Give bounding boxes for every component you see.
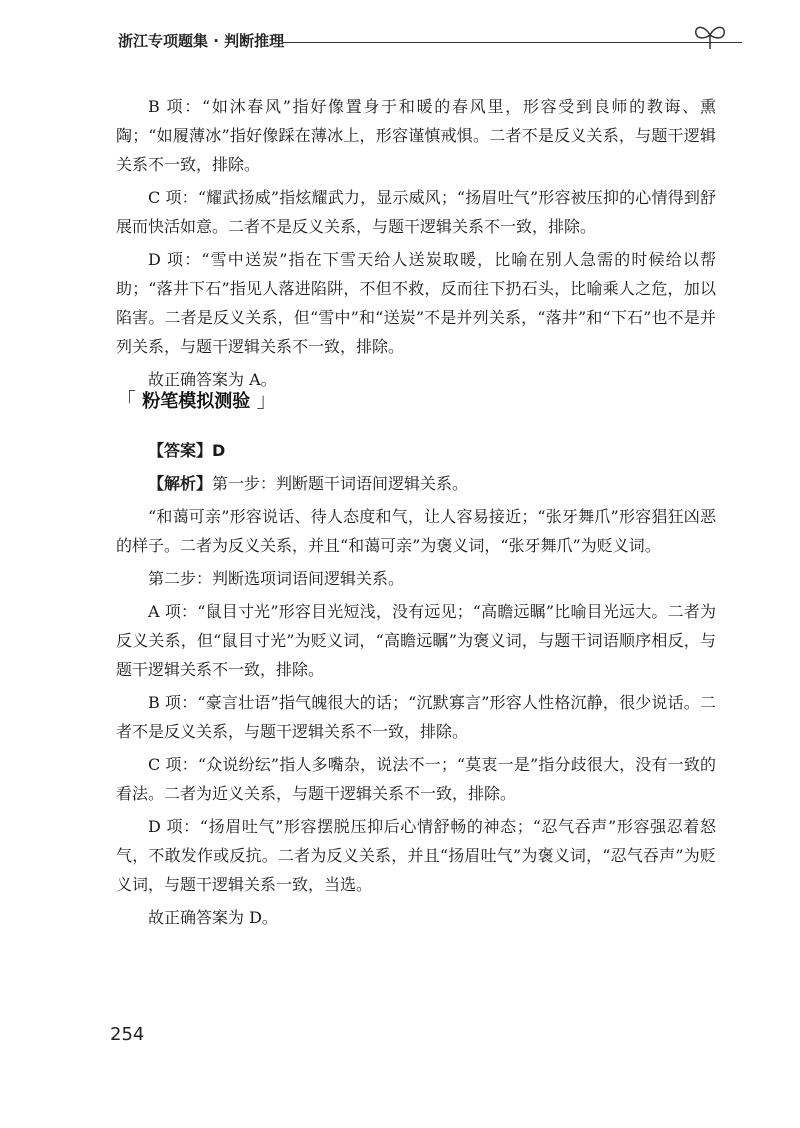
option-a-analysis: A 项：“鼠目寸光”形容目光短浅，没有远见；“高瞻远瞩”比喻目光远大。二者为反义关系，但“鼠目寸光”为贬义词，“高瞻远瞩”为褒义词，与题干词语顺序相反，与题干逻辑关系不一致，排除。: [116, 602, 716, 679]
step-two: 第二步：判断选项词语间逻辑关系。: [148, 569, 405, 588]
option-d-analysis: D 项：“扬眉吐气”形容摆脱压抑后心情舒畅的神态；“忍气吞声”形容强忍着怒气，不敢发作或反抗。二者为反义关系，并且“扬眉吐气”为褒义词，“忍气吞声”为贬义词，与题干逻辑关系一致，当选。: [116, 817, 716, 894]
section-heading: [116, 384, 277, 413]
answer-tag: 【答案】: [148, 441, 213, 460]
heading-close-bracket: 」: [256, 388, 277, 412]
final-answer: 故正确答案为 D。: [148, 908, 278, 927]
option-d-explanation: D 项：“雪中送炭”指在下雪天给人送炭取暖，比喻在别人急需的时候给以帮助；“落井下石”指见人落进陷阱，不但不救，反而往下扔石头，比喻乘人之危，加以陷害。二者是反义关系，但“雪中”和“送炭”不是并列关系，“落井”和“下石”也不是并列关系，与题干逻辑关系不一致，排除。: [116, 250, 716, 356]
heading-open-bracket: 「: [116, 388, 136, 412]
header-title: 浙江专项题集 · 判断推理: [118, 32, 285, 50]
answer-block: [116, 436, 716, 936]
header-rule: [282, 42, 742, 43]
conclusion: 故正确答案为 A。: [148, 370, 277, 389]
page-header: [60, 28, 760, 64]
answer-line: [116, 436, 716, 465]
heading-text: 粉笔模拟测验: [142, 391, 251, 412]
analysis-step-one: 第一步：判断题干词语间逻辑关系。: [212, 474, 469, 493]
stem-analysis: “和蔼可亲”形容说话、待人态度和气，让人容易接近；“张牙舞爪”形容猖狂凶恶的样子。二者为反义关系，并且“和蔼可亲”为褒义词，“张牙舞爪”为贬义词。: [116, 507, 716, 555]
answer-value: D: [212, 441, 226, 460]
page-number: 254: [110, 1024, 145, 1045]
top-explanation: [116, 92, 716, 398]
option-c-analysis: C 项：“众说纷纭”指人多嘴杂，说法不一；“莫衷一是”指分歧很大，没有一致的看法。二者为近义关系，与题干逻辑关系不一致，排除。: [116, 755, 716, 803]
analysis-line: [116, 469, 716, 498]
sprout-icon: [690, 22, 730, 50]
option-b-explanation: B 项：“如沐春风”指好像置身于和暖的春风里，形容受到良师的教诲、熏陶；“如履薄冰”指好像踩在薄冰上，形容谨慎戒惧。二者不是反义关系，与题干逻辑关系不一致，排除。: [116, 97, 716, 174]
analysis-tag: 【解析】: [148, 474, 213, 493]
option-c-explanation: C 项：“耀武扬威”指炫耀武力，显示威风；“扬眉吐气”形容被压抑的心情得到舒展而快活如意。二者不是反义关系，与题干逻辑关系不一致，排除。: [116, 188, 716, 236]
option-b-analysis: B 项：“豪言壮语”指气魄很大的话；“沉默寡言”形容人性格沉静，很少说话。二者不是反义关系，与题干逻辑关系不一致，排除。: [116, 693, 716, 741]
